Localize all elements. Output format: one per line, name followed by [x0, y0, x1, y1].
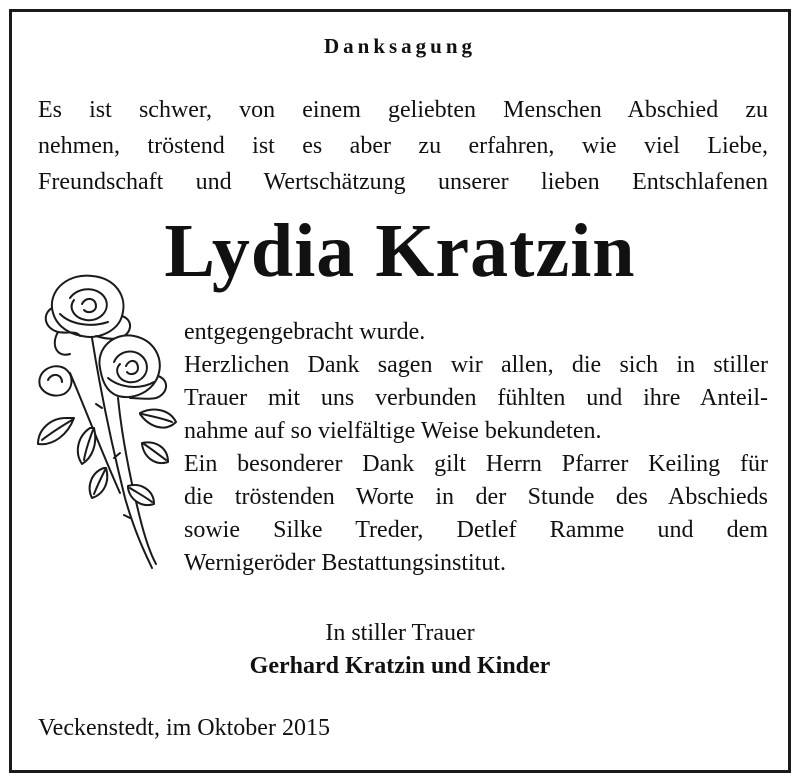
- body-line: entgegengebracht wurde.: [184, 319, 426, 345]
- roses-icon: [30, 268, 180, 578]
- deceased-name: Lydia Kratzin: [164, 209, 636, 293]
- body-line: Herzlichen Dank sagen wir allen, die sich in stiller: [184, 352, 768, 378]
- place-date: Veckenstedt, im Oktober 2015: [38, 715, 330, 741]
- body-line: Ein besonderer Dank gilt Herrn Pfarrer Keiling für: [184, 451, 768, 477]
- body-line: nahme auf so vielfältige Weise bekundeten.: [184, 418, 602, 444]
- intro-paragraph: [38, 92, 768, 200]
- body-line: sowie Silke Treder, Detlef Ramme und dem: [184, 517, 768, 543]
- intro-line: Freundschaft und Wertschätzung unserer lieben Entschlafenen: [38, 169, 768, 195]
- intro-line: Es ist schwer, von einem geliebten Menschen Abschied zu: [38, 97, 768, 123]
- intro-line: nehmen, tröstend ist es aber zu erfahren, wie viel Liebe,: [38, 133, 768, 159]
- body-line: Wernigeröder Bestattungsinstitut.: [184, 550, 507, 576]
- body-line: die tröstenden Worte in der Stunde des Abschieds: [184, 484, 768, 510]
- body-line: Trauer mit uns verbunden fühlten und ihre Anteil-: [184, 385, 768, 411]
- notice-heading: Danksagung: [323, 34, 477, 58]
- closing-block: [0, 617, 800, 683]
- closing-phrase: In stiller Trauer: [325, 620, 475, 646]
- body-paragraph: [184, 316, 768, 580]
- signers: Gerhard Kratzin und Kinder: [249, 653, 551, 679]
